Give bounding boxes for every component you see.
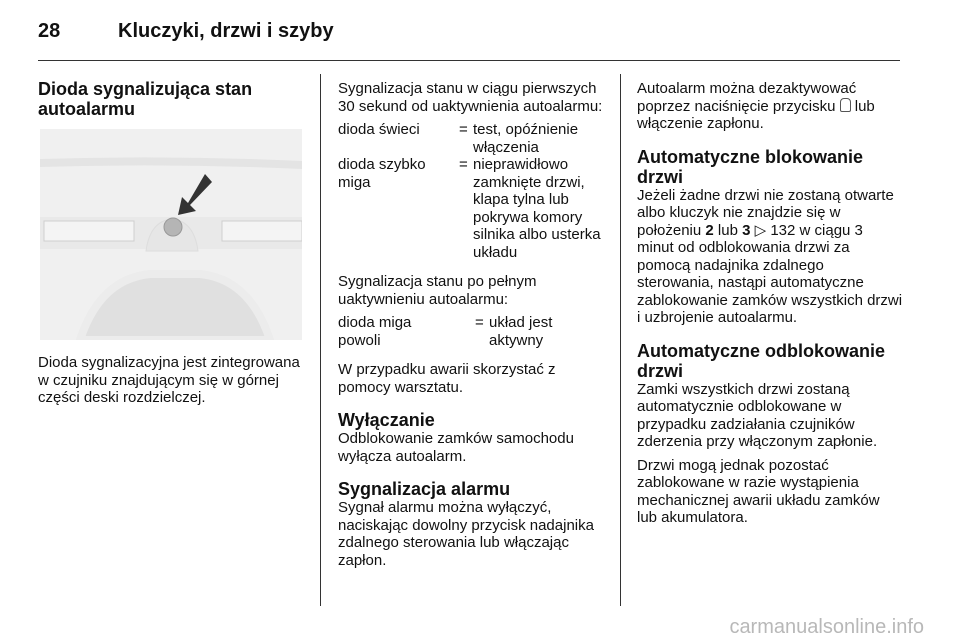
section-heading: Wyłączanie bbox=[338, 410, 435, 430]
column-2 bbox=[338, 80, 604, 575]
status-value: układ jest aktywny bbox=[489, 314, 553, 349]
paragraph: W przypadku awarii skorzystać z pomocy warsztatu. bbox=[338, 361, 556, 396]
table-row bbox=[338, 156, 604, 261]
position-number: 3 bbox=[742, 221, 751, 239]
column-3 bbox=[637, 80, 903, 533]
unlock-icon bbox=[840, 98, 851, 112]
paragraph: Drzwi mogą jednak pozostać zablokowane w razie wystąpienia mechanicznej awarii układu zamków lub akumulatora. bbox=[637, 456, 880, 526]
paragraph: Zamki wszystkich drzwi zostaną automatycznie odblokowane w przypadku zadziałania czujników zderzenia przy włączonym zapłonie. bbox=[637, 380, 878, 450]
paragraph: Odblokowanie zamków samochodu wyłącza autoalarm. bbox=[338, 430, 574, 465]
figure-caption: Dioda sygnalizacyjna jest zintegrowana w czujniku znajdującym się w górnej części deski rozdzielczej. bbox=[38, 354, 300, 406]
page-title: Kluczyki, drzwi i szyby bbox=[118, 20, 334, 42]
paragraph: Sygnalizacja stanu w ciągu pierwszych 30 sekund od uaktywnienia autoalarmu: bbox=[338, 80, 603, 115]
column-divider bbox=[620, 74, 621, 606]
column-1 bbox=[38, 79, 304, 413]
text: lub włączenie zapłonu. bbox=[637, 97, 875, 132]
status-value: nieprawidłowo zamknięte drzwi, klapa tylna lub pokrywa komory silnika albo usterka układu bbox=[473, 156, 601, 261]
status-key: dioda świeci bbox=[338, 121, 420, 138]
paragraph: Sygnalizacja stanu po pełnym uaktywnieniu autoalarmu: bbox=[338, 273, 537, 308]
section-heading: Sygnalizacja alarmu bbox=[338, 479, 511, 499]
section-heading: Dioda sygnalizująca stan autoalarmu bbox=[38, 79, 253, 119]
header-rule bbox=[38, 60, 900, 61]
equals: = bbox=[459, 156, 468, 173]
paragraph: Sygnał alarmu można wyłączyć, naciskając dowolny przycisk nadajnika zdalnego sterowania lub włączając zapłon. bbox=[338, 499, 594, 569]
paragraph bbox=[637, 187, 903, 327]
equals: = bbox=[459, 121, 468, 138]
text: Autoalarm można dezaktywować poprzez naciśnięcie przycisku bbox=[637, 80, 857, 115]
watermark: carmanualsonline.info bbox=[729, 616, 924, 638]
text: lub bbox=[713, 221, 743, 239]
column-divider bbox=[320, 74, 321, 606]
section-heading: Automatyczne odblokowanie drzwi bbox=[637, 340, 886, 381]
page-number: 28 bbox=[38, 20, 61, 42]
table-row bbox=[338, 121, 604, 156]
figure-dashboard-sensor bbox=[40, 129, 302, 340]
text: 132 w ciągu 3 minut od odblokowania drzwi za pomocą nadajnika zdalnego sterowania, nastąpi automatyczne zablokowanie zamków wszystkich drzwi i uzbrojenie autoalarmu. bbox=[637, 221, 903, 326]
status-table bbox=[338, 314, 604, 349]
paragraph bbox=[637, 80, 903, 133]
equals: = bbox=[475, 314, 484, 331]
status-key: dioda miga powoli bbox=[338, 314, 412, 349]
section-heading: Automatyczne blokowanie drzwi bbox=[637, 146, 864, 187]
status-table bbox=[338, 121, 604, 261]
status-value: test, opóźnienie włączenia bbox=[473, 121, 579, 156]
position-number: 2 bbox=[705, 221, 714, 239]
table-row bbox=[338, 314, 604, 349]
status-key: dioda szybko miga bbox=[338, 156, 426, 191]
text: Jeżeli żadne drzwi nie zostaną otwarte albo kluczyk nie znajdzie się w położeniu bbox=[637, 186, 894, 239]
page-reference-icon: ▷ bbox=[754, 221, 767, 239]
